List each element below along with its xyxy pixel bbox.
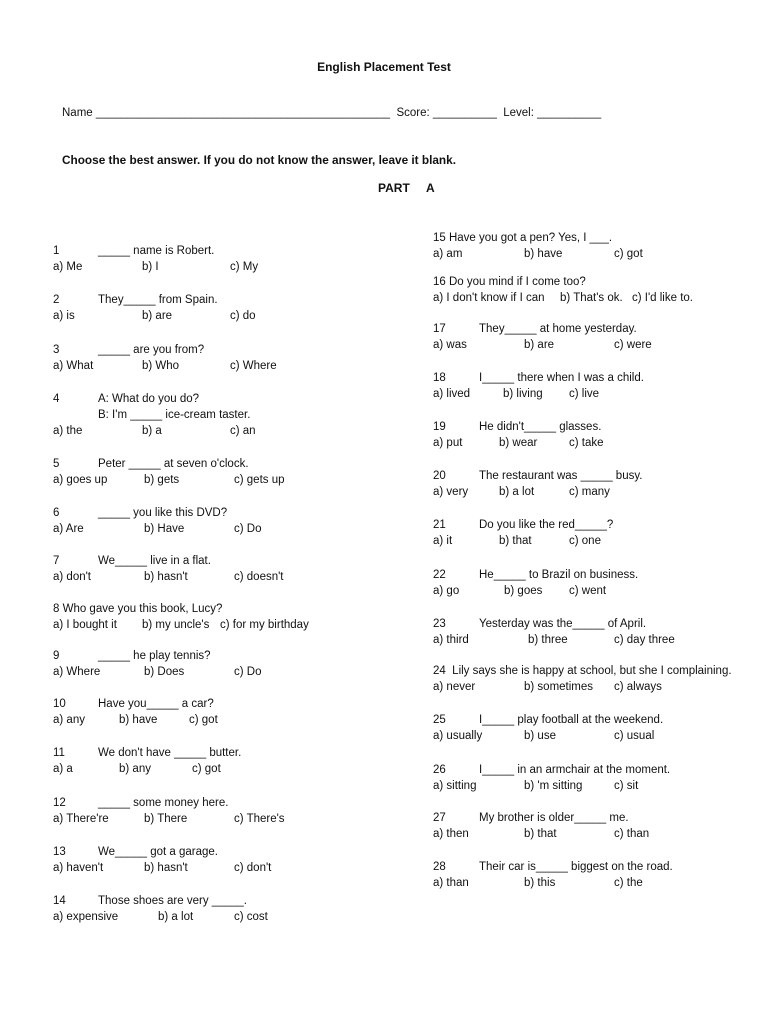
question-stem: Do you like the red_____?	[479, 519, 614, 531]
question-right-10	[433, 663, 763, 695]
answer-option-b[interactable]: b) I	[142, 261, 159, 273]
question-right-8	[433, 567, 763, 599]
answer-option-c[interactable]: c) Do	[234, 523, 262, 535]
question-right-6	[433, 468, 763, 500]
question-line	[433, 468, 763, 484]
question-number: 27	[433, 812, 446, 824]
question-right-7	[433, 517, 763, 549]
answer-options	[53, 308, 383, 324]
answer-options	[433, 826, 763, 842]
question-number: 10	[53, 698, 66, 710]
question-number: 17	[433, 323, 446, 335]
question-right-14	[433, 859, 763, 891]
answer-option-b[interactable]: b) three	[528, 634, 568, 646]
answer-option-b[interactable]: b) that	[524, 828, 557, 840]
question-stem: _____ name is Robert.	[98, 245, 215, 257]
answer-option-b[interactable]: b) goes	[504, 585, 543, 597]
question-stem: He didn't_____ glasses.	[479, 421, 602, 433]
question-number: 26	[433, 764, 446, 776]
answer-options	[53, 712, 383, 728]
question-number: 4	[53, 393, 60, 405]
question-line	[433, 274, 763, 290]
question-stem: Their car is_____ biggest on the road.	[479, 861, 673, 873]
name-field[interactable]: Name ______________________________________________	[62, 107, 391, 119]
answer-option-c[interactable]: c) were	[614, 339, 652, 351]
answer-option-c[interactable]: c) gets up	[234, 474, 285, 486]
question-number: 22	[433, 569, 446, 581]
answer-option-b[interactable]: b) hasn't	[144, 862, 188, 874]
answer-option-a[interactable]: a) lived	[433, 388, 471, 400]
question-number: 20	[433, 470, 446, 482]
answer-option-a[interactable]: a) very	[433, 486, 469, 498]
answer-option-b[interactable]: b) wear	[499, 437, 538, 449]
answer-options	[433, 246, 763, 262]
question-line	[53, 696, 383, 712]
answer-options	[53, 472, 383, 488]
question-stem: B: I'm _____ ice-cream taster.	[98, 409, 251, 421]
question-left-11	[53, 745, 383, 777]
answer-options	[53, 909, 383, 925]
answer-option-a[interactable]: a) I bought it	[53, 619, 117, 631]
question-line	[433, 663, 763, 679]
answer-option-c[interactable]: c) There's	[234, 813, 285, 825]
answer-options	[53, 811, 383, 827]
answer-option-b[interactable]: b) Have	[144, 523, 185, 535]
answer-options	[433, 533, 763, 549]
question-number: 6	[53, 507, 60, 519]
answer-option-b[interactable]: b) have	[524, 248, 563, 260]
answer-option-b[interactable]: b) that	[499, 535, 532, 547]
question-line	[53, 745, 383, 761]
answer-options	[53, 761, 383, 777]
answer-options	[53, 664, 383, 680]
answer-option-c[interactable]: c) for my birthday	[220, 619, 309, 631]
question-left-8	[53, 601, 383, 633]
question-stem: He_____ to Brazil on business.	[479, 569, 639, 581]
question-stem: We_____ live in a flat.	[98, 555, 211, 567]
question-line	[53, 795, 383, 811]
question-stem: Yesterday was the_____ of April.	[479, 618, 647, 630]
answer-option-c[interactable]: c) I'd like to.	[632, 292, 693, 304]
answer-option-a[interactable]: a) What	[53, 360, 94, 372]
question-right-11	[433, 712, 763, 744]
answer-option-c[interactable]: c) the	[614, 877, 643, 889]
answer-options	[433, 583, 763, 599]
answer-option-b[interactable]: b) a	[142, 425, 162, 437]
answer-options	[433, 386, 763, 402]
answer-option-a[interactable]: a) sitting	[433, 780, 477, 792]
answer-option-a[interactable]: a) I don't know if I can	[433, 292, 545, 304]
question-line	[433, 810, 763, 826]
question-left-6	[53, 505, 383, 537]
question-line	[53, 893, 383, 909]
answer-option-a[interactable]: a) go	[433, 585, 460, 597]
answer-option-a[interactable]: a) There're	[53, 813, 109, 825]
answer-options	[433, 290, 763, 306]
answer-option-a[interactable]: a) don't	[53, 571, 91, 583]
question-line	[433, 762, 763, 778]
answer-option-b[interactable]: b) are	[142, 310, 173, 322]
question-line	[53, 844, 383, 860]
question-right-5	[433, 419, 763, 451]
question-line	[53, 601, 383, 617]
answer-options	[433, 778, 763, 794]
question-number: 9	[53, 650, 60, 662]
question-line	[433, 370, 763, 386]
answer-option-b[interactable]: b) are	[524, 339, 555, 351]
question-line	[53, 243, 383, 259]
question-stem: I_____ in an armchair at the moment.	[479, 764, 671, 776]
question-left-14	[53, 893, 383, 925]
question-left-9	[53, 648, 383, 680]
answer-option-c[interactable]: c) don't	[234, 862, 272, 874]
question-stem: _____ he play tennis?	[98, 650, 211, 662]
answer-option-c[interactable]: c) went	[569, 585, 607, 597]
instruction-text: Choose the best answer. If you do not know the answer, leave it blank.	[62, 153, 456, 167]
question-line	[433, 230, 763, 246]
answer-option-c[interactable]: c) Where	[230, 360, 277, 372]
question-left-12	[53, 795, 383, 827]
answer-options	[433, 875, 763, 891]
answer-options	[53, 617, 383, 633]
question-number: 28	[433, 861, 446, 873]
question-number: 8 Who gave you this book, Lucy?	[53, 603, 223, 615]
answer-option-a[interactable]: a) Where	[53, 666, 101, 678]
question-right-3	[433, 321, 763, 353]
answer-option-c[interactable]: c) one	[569, 535, 601, 547]
question-number: 21	[433, 519, 446, 531]
question-line	[433, 712, 763, 728]
answer-option-b[interactable]: b) hasn't	[144, 571, 188, 583]
answer-option-c[interactable]: c) got	[189, 714, 218, 726]
question-number: 18	[433, 372, 446, 384]
question-number: 15 Have you got a pen? Yes, I ___.	[433, 232, 613, 244]
answer-option-a[interactable]: a) Me	[53, 261, 83, 273]
answer-option-b[interactable]: b) have	[119, 714, 158, 726]
question-stem: We don't have _____ butter.	[98, 747, 242, 759]
question-left-2	[53, 292, 383, 324]
question-stem: _____ some money here.	[98, 797, 229, 809]
answer-option-c[interactable]: c) got	[614, 248, 643, 260]
answer-option-a[interactable]: a) expensive	[53, 911, 119, 923]
question-number: 25	[433, 714, 446, 726]
question-number: 16 Do you mind if I come too?	[433, 276, 586, 288]
question-line	[53, 407, 383, 423]
question-number: 5	[53, 458, 60, 470]
answer-option-a[interactable]: a) any	[53, 714, 85, 726]
question-stem: _____ you like this DVD?	[98, 507, 228, 519]
question-stem: _____ are you from?	[98, 344, 205, 356]
question-number: 2	[53, 294, 60, 306]
answer-option-c[interactable]: c) live	[569, 388, 600, 400]
answer-options	[53, 860, 383, 876]
answer-options	[433, 728, 763, 744]
answer-options	[53, 358, 383, 374]
answer-option-a[interactable]: a) then	[433, 828, 469, 840]
answer-option-a[interactable]: a) a	[53, 763, 73, 775]
answer-option-b[interactable]: b) living	[503, 388, 543, 400]
question-number: 24 Lily says she is happy at school, but she I complaining.	[433, 665, 732, 677]
answer-option-c[interactable]: c) My	[230, 261, 259, 273]
answer-option-c[interactable]: c) sit	[614, 780, 639, 792]
question-stem: A: What do you do?	[98, 393, 200, 405]
question-stem: Have you_____ a car?	[98, 698, 214, 710]
answer-option-c[interactable]: c) an	[230, 425, 256, 437]
question-stem: I_____ play football at the weekend.	[479, 714, 664, 726]
answer-option-a[interactable]: a) am	[433, 248, 463, 260]
answer-option-a[interactable]: a) goes up	[53, 474, 108, 486]
answer-option-c[interactable]: c) always	[614, 681, 662, 693]
answer-options	[433, 484, 763, 500]
question-stem: We_____ got a garage.	[98, 846, 218, 858]
answer-option-c[interactable]: c) do	[230, 310, 256, 322]
score-field[interactable]: Score: __________	[396, 107, 497, 119]
question-number: 13	[53, 846, 66, 858]
question-stem: Peter _____ at seven o'clock.	[98, 458, 249, 470]
header-fields	[62, 107, 601, 119]
answer-option-b[interactable]: b) my uncle's	[142, 619, 210, 631]
answer-option-a[interactable]: a) than	[433, 877, 469, 889]
question-left-1	[53, 243, 383, 275]
answer-option-a[interactable]: a) it	[433, 535, 453, 547]
question-left-5	[53, 456, 383, 488]
question-number: 12	[53, 797, 66, 809]
answer-options	[53, 569, 383, 585]
question-line	[53, 648, 383, 664]
answer-option-c[interactable]: c) day three	[614, 634, 675, 646]
answer-option-a[interactable]: a) haven't	[53, 862, 104, 874]
answer-options	[53, 521, 383, 537]
question-stem: The restaurant was _____ busy.	[479, 470, 643, 482]
answer-option-b[interactable]: b) sometimes	[524, 681, 594, 693]
answer-option-a[interactable]: a) put	[433, 437, 463, 449]
answer-option-b[interactable]: b) this	[524, 877, 556, 889]
answer-options	[433, 435, 763, 451]
answer-option-c[interactable]: c) usual	[614, 730, 655, 742]
answer-option-b[interactable]: b) gets	[144, 474, 180, 486]
question-line	[433, 517, 763, 533]
answer-option-b[interactable]: b) Who	[142, 360, 180, 372]
question-number: 14	[53, 895, 66, 907]
answer-option-a[interactable]: a) the	[53, 425, 83, 437]
answer-options	[433, 679, 763, 695]
question-left-7	[53, 553, 383, 585]
part-heading: PART A	[378, 181, 435, 195]
question-right-13	[433, 810, 763, 842]
question-stem: They_____ at home yesterday.	[479, 323, 637, 335]
answer-option-b[interactable]: b) use	[524, 730, 556, 742]
answer-option-c[interactable]: c) doesn't	[234, 571, 284, 583]
question-number: 23	[433, 618, 446, 630]
answer-options	[53, 423, 383, 439]
question-line	[433, 567, 763, 583]
answer-option-a[interactable]: a) never	[433, 681, 476, 693]
question-number: 1	[53, 245, 60, 257]
question-stem: Those shoes are very _____.	[98, 895, 247, 907]
answer-options	[433, 632, 763, 648]
question-right-2	[433, 274, 763, 306]
question-left-3	[53, 342, 383, 374]
answer-option-a[interactable]: a) is	[53, 310, 75, 322]
question-line	[433, 419, 763, 435]
answer-option-c[interactable]: c) than	[614, 828, 650, 840]
question-number: 3	[53, 344, 60, 356]
question-left-10	[53, 696, 383, 728]
question-number: 11	[53, 747, 65, 759]
answer-option-c[interactable]: c) cost	[234, 911, 268, 923]
answer-option-c[interactable]: c) take	[569, 437, 604, 449]
answer-option-a[interactable]: a) was	[433, 339, 467, 351]
question-line	[53, 292, 383, 308]
question-line	[53, 391, 383, 407]
question-line	[53, 505, 383, 521]
question-stem: My brother is older_____ me.	[479, 812, 629, 824]
question-line	[433, 859, 763, 875]
answer-options	[433, 337, 763, 353]
question-stem: I_____ there when I was a child.	[479, 372, 644, 384]
question-right-4	[433, 370, 763, 402]
answer-option-b[interactable]: b) There	[144, 813, 188, 825]
question-stem: They_____ from Spain.	[98, 294, 218, 306]
question-line	[53, 553, 383, 569]
answer-option-c[interactable]: c) got	[192, 763, 221, 775]
question-left-13	[53, 844, 383, 876]
question-right-12	[433, 762, 763, 794]
question-right-9	[433, 616, 763, 648]
question-line	[433, 616, 763, 632]
question-line	[53, 342, 383, 358]
page-title: English Placement Test	[317, 60, 451, 74]
answer-option-a[interactable]: a) usually	[433, 730, 483, 742]
answer-option-b[interactable]: b) That's ok.	[560, 292, 623, 304]
answer-option-a[interactable]: a) Are	[53, 523, 84, 535]
question-right-1	[433, 230, 763, 262]
question-left-4	[53, 391, 383, 439]
question-number: 19	[433, 421, 446, 433]
answer-option-b[interactable]: b) Does	[144, 666, 185, 678]
answer-option-b[interactable]: b) any	[119, 763, 151, 775]
answer-option-c[interactable]: c) many	[569, 486, 610, 498]
answer-option-c[interactable]: c) Do	[234, 666, 262, 678]
question-line	[433, 321, 763, 337]
level-field[interactable]: Level: __________	[503, 107, 602, 119]
answer-options	[53, 259, 383, 275]
question-line	[53, 456, 383, 472]
answer-option-b[interactable]: b) a lot	[158, 911, 194, 923]
answer-option-b[interactable]: b) 'm sitting	[524, 780, 583, 792]
question-number: 7	[53, 555, 60, 567]
answer-option-b[interactable]: b) a lot	[499, 486, 535, 498]
answer-option-a[interactable]: a) third	[433, 634, 469, 646]
